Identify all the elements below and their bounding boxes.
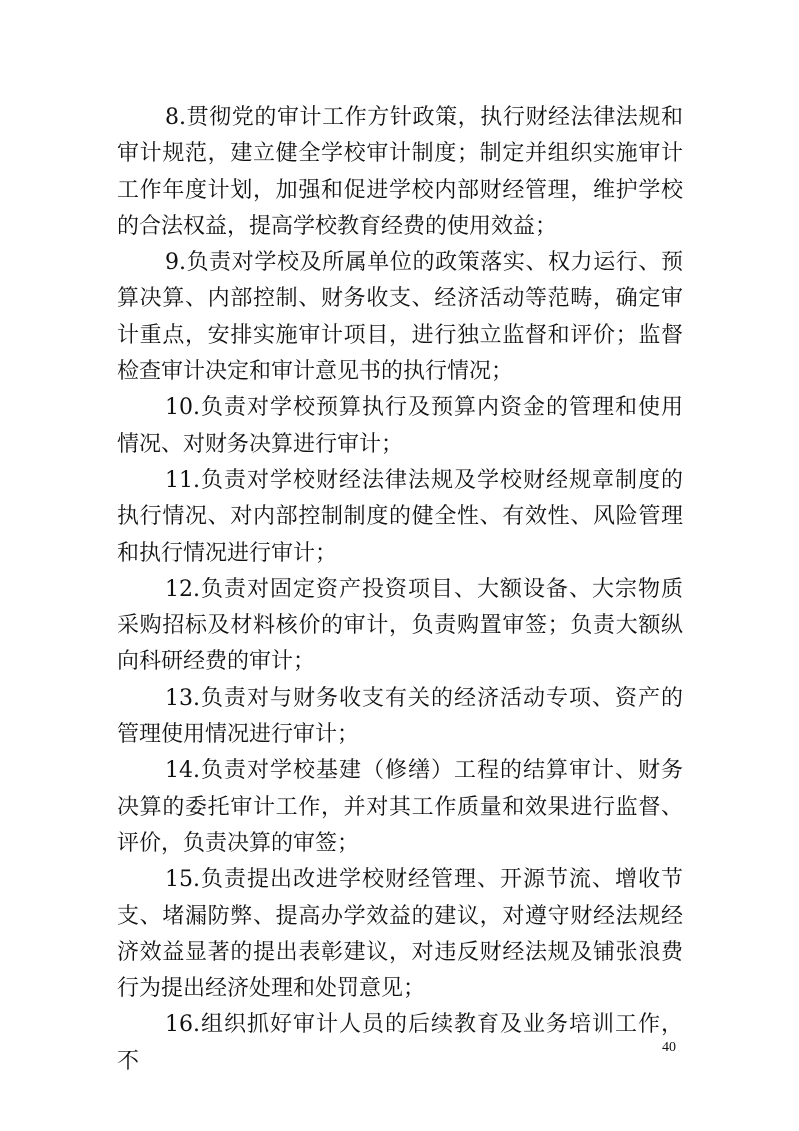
paragraph-item-12: 12.负责对固定资产投资项目、大额设备、大宗物质采购招标及材料核价的审计，负责购置审签；负责大额纵向科研经费的审计；	[117, 576, 683, 675]
paragraph-item-8: 8.贯彻党的审计工作方针政策，执行财经法律法规和审计规范，建立健全学校审计制度；制定并组织实施审计工作年度计划，加强和促进学校内部财经管理，维护学校的合法权益，提高学校教育经费的使用效益；	[117, 105, 683, 239]
paragraph-item-9: 9.负责对学校及所属单位的政策落实、权力运行、预算决算、内部控制、财务收支、经济活动等范畴，确定审计重点，安排实施审计项目，进行独立监督和评价；监督检查审计决定和审计意见书的执行情况；	[117, 250, 683, 385]
paragraph-item-11: 11.负责对学校财经法律法规及学校财经规章制度的执行情况、对内部控制制度的健全性、有效性、风险管理和执行情况进行审计；	[117, 467, 683, 566]
paragraph-item-10: 10.负责对学校预算执行及预算内资金的管理和使用情况、对财务决算进行审计；	[117, 395, 683, 457]
paragraph-item-15: 15.负责提出改进学校财经管理、开源节流、增收节支、堵漏防弊、提高办学效益的建议，对遵守财经法规经济效益显著的提出表彰建议，对违反财经法规及铺张浪费行为提出经济处理和处罚意见；	[117, 867, 683, 1002]
document-body	[117, 100, 683, 1080]
paragraph-item-13: 13.负责对与财务收支有关的经济活动专项、资产的管理使用情况进行审计；	[117, 685, 683, 748]
paragraph-item-16: 16.组织抓好审计人员的后续教育及业务培训工作，不	[117, 1012, 683, 1074]
page-number: 40	[662, 1040, 676, 1055]
paragraph-item-14: 14.负责对学校基建（修缮）工程的结算审计、财务决算的委托审计工作，并对其工作质量和效果进行监督、评价，负责决算的审签；	[117, 758, 683, 856]
